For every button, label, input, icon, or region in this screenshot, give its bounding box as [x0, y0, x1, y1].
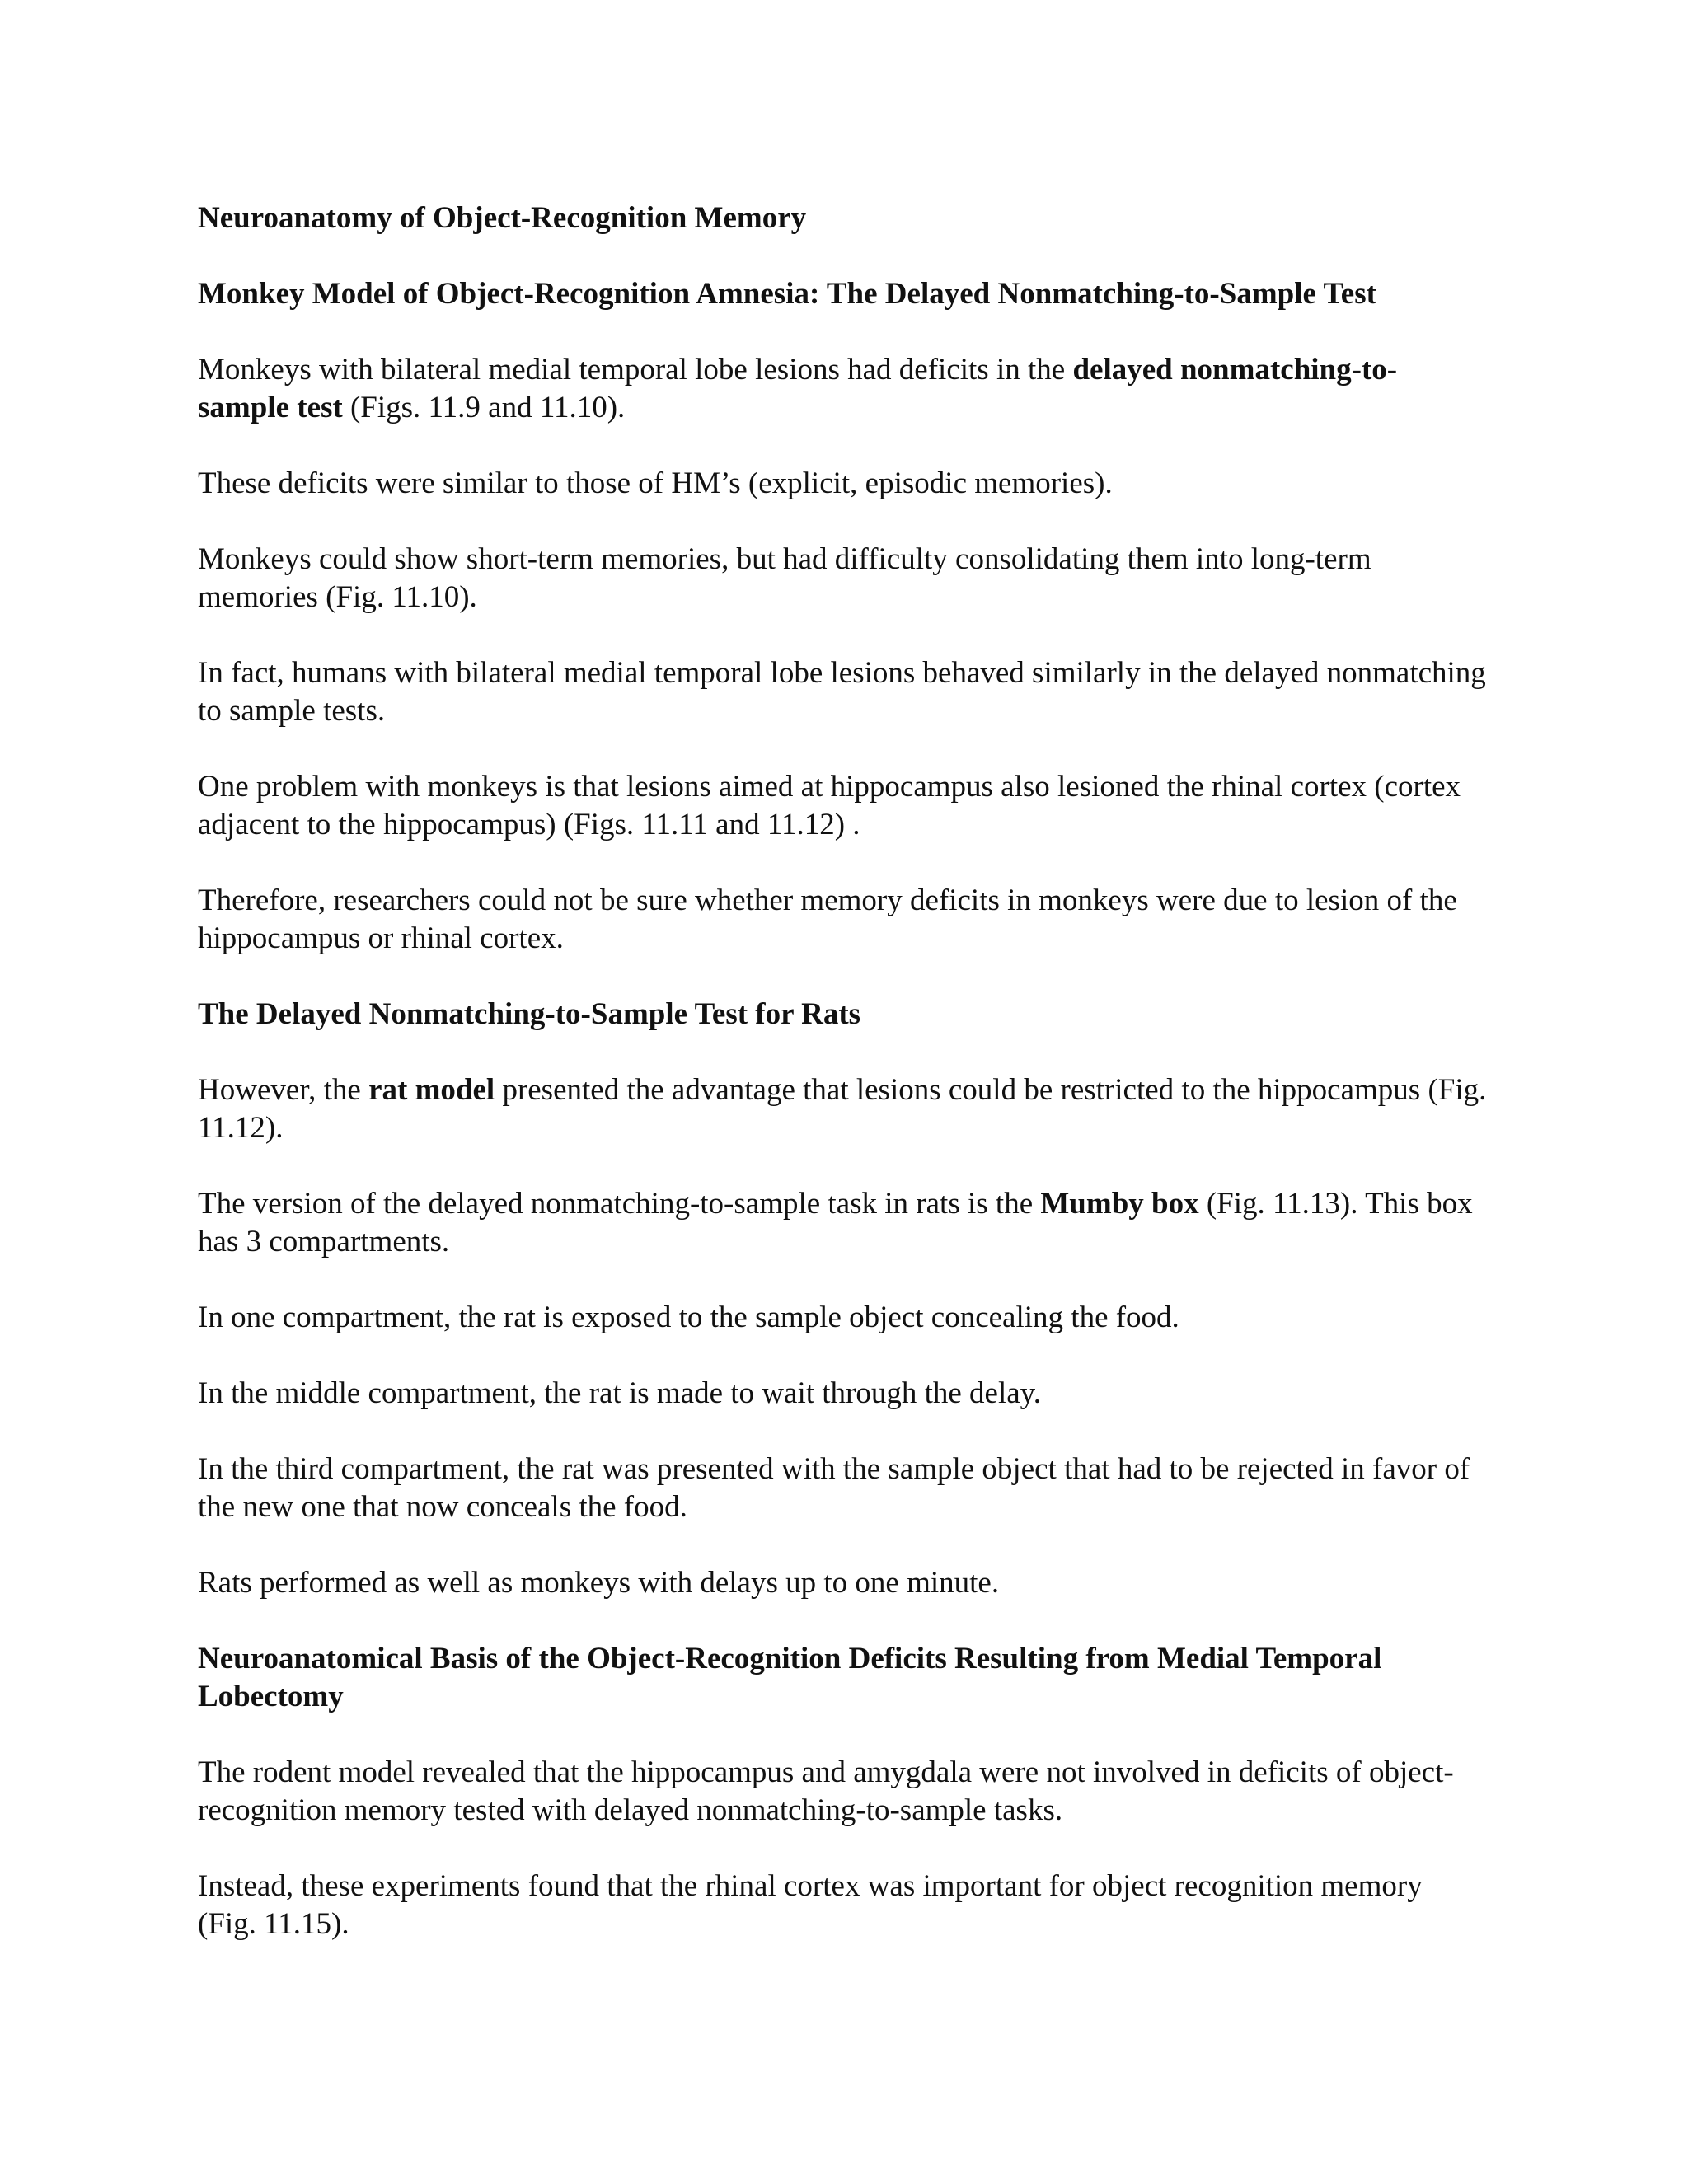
paragraph: Rats performed as well as monkeys with delays up to one minute.: [198, 1566, 1000, 1600]
paragraph: These deficits were similar to those of HM’s (explicit, episodic memories).: [198, 466, 1113, 500]
paragraph-text: presented the advantage that lesions could be restricted to the hippocampus (Fig. 11.12).: [198, 1073, 1487, 1145]
paragraph: In the third compartment, the rat was presented with the sample object that had to be rejected in favor of the new one that now conceals the food.: [198, 1452, 1470, 1524]
document-page: [198, 199, 1488, 1981]
paragraph-text: However, the: [198, 1073, 369, 1107]
paragraph: [198, 1185, 1488, 1261]
paragraph-text: (Fig. 11.13). This box has 3 compartments.: [198, 1187, 1473, 1258]
paragraph: Monkeys could show short-term memories, but had difficulty consolidating them into long-term memories (Fig. 11.10).: [198, 542, 1372, 614]
section-heading-neuroanatomical-basis: Neuroanatomical Basis of the Object-Recognition Deficits Resulting from Medial Temporal Lobectomy: [198, 1642, 1382, 1713]
paragraph-text: The version of the delayed nonmatching-to-sample task in rats is the: [198, 1187, 1041, 1221]
bold-term: Mumby box: [1040, 1187, 1199, 1221]
page-title: Neuroanatomy of Object-Recognition Memory: [198, 201, 807, 235]
paragraph: In fact, humans with bilateral medial temporal lobe lesions behaved similarly in the delayed nonmatching to sample tests.: [198, 656, 1486, 728]
paragraph: In one compartment, the rat is exposed to the sample object concealing the food.: [198, 1301, 1179, 1334]
paragraph: One problem with monkeys is that lesions aimed at hippocampus also lesioned the rhinal cortex (cortex adjacent to the hippocampus) (Figs. 11.11 and 11.12) .: [198, 770, 1461, 841]
bold-term: delayed nonmatching-to-sample test: [198, 353, 1398, 424]
paragraph: The rodent model revealed that the hippocampus and amygdala were not involved in deficits of object-recognition memory tested with delayed nonmatching-to-sample tasks.: [198, 1755, 1454, 1827]
paragraph-text: (Figs. 11.9 and 11.10).: [342, 391, 626, 424]
paragraph: Therefore, researchers could not be sure whether memory deficits in monkeys were due to lesion of the hippocampus or rhinal cortex.: [198, 883, 1457, 955]
paragraph: In the middle compartment, the rat is made to wait through the delay.: [198, 1376, 1042, 1410]
paragraph: Instead, these experiments found that the rhinal cortex was important for object recognition memory (Fig. 11.15).: [198, 1869, 1423, 1941]
bold-term: rat model: [368, 1073, 495, 1107]
section-heading-monkey-model: Monkey Model of Object-Recognition Amnesia: The Delayed Nonmatching-to-Sample Test: [198, 277, 1376, 311]
section-heading-rats: The Delayed Nonmatching-to-Sample Test for Rats: [198, 997, 861, 1031]
paragraph-text: Monkeys with bilateral medial temporal lobe lesions had deficits in the: [198, 353, 1073, 387]
paragraph: [198, 351, 1488, 427]
paragraph: [198, 1071, 1488, 1147]
